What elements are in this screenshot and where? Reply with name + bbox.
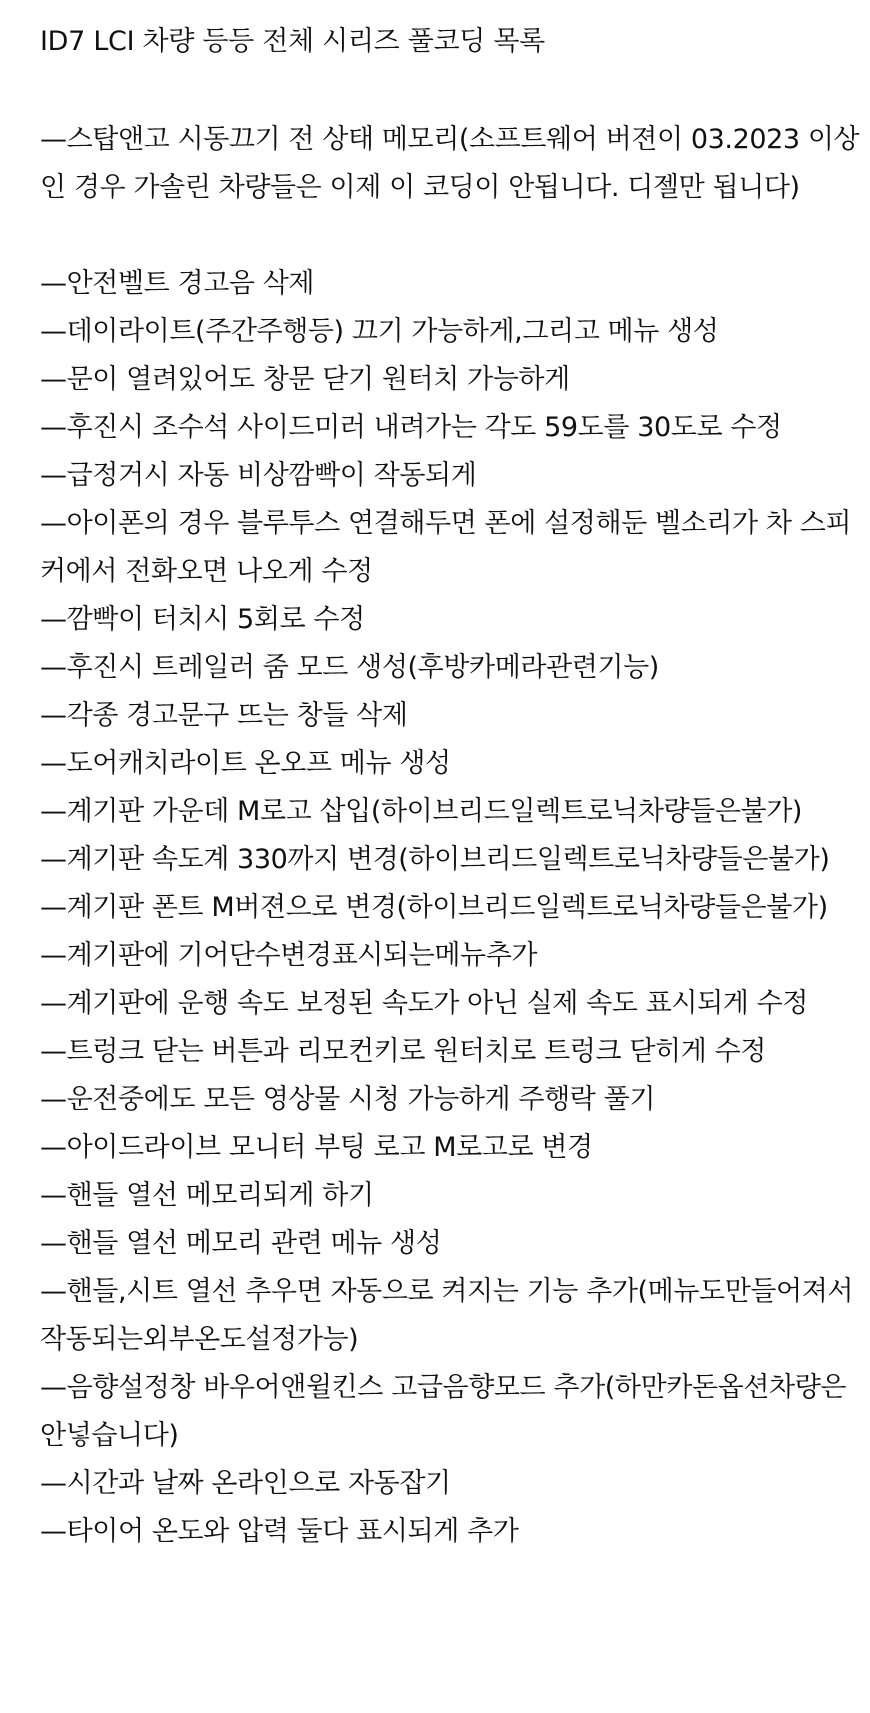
list-item: —후진시 조수석 사이드미러 내려가는 각도 59도를 30도로 수정 (40, 412, 782, 443)
list-item: —타이어 온도와 압력 둘다 표시되게 추가 (40, 1516, 519, 1547)
list-item: —깜빡이 터치시 5회로 수정 (40, 604, 365, 635)
list-item: —트렁크 닫는 버튼과 리모컨키로 원터치로 트렁크 닫히게 수정 (40, 1036, 766, 1067)
intro-paragraph: —스탑앤고 시동끄기 전 상태 메모리(소프트웨어 버젼이 03.2023 이상인 경우 가솔린 차량들은 이제 이 코딩이 안됩니다. 디젤만 됩니다) (40, 124, 860, 203)
list-item: —계기판 속도계 330까지 변경(하이브리드일렉트로닉차량들은불가) (40, 844, 830, 875)
list-item: —시간과 날짜 온라인으로 자동잡기 (40, 1468, 451, 1499)
list-item: —각종 경고문구 뜨는 창들 삭제 (40, 700, 408, 731)
list-item: —데이라이트(주간주행등) 끄기 가능하게,그리고 메뉴 생성 (40, 316, 719, 347)
list-item: —아이폰의 경우 블루투스 연결해두면 폰에 설정해둔 벨소리가 차 스피커에서 전화오면 나오게 수정 (40, 508, 852, 587)
list-item: —음향설정창 바우어앤윌킨스 고급음향모드 추가(하만카돈옵션차량은안넣습니다) (40, 1372, 847, 1451)
coding-feature-list (40, 260, 860, 1556)
list-item: —운전중에도 모든 영상물 시청 가능하게 주행락 풀기 (40, 1084, 656, 1115)
document-title: ID7 LCI 차량 등등 전체 시리즈 풀코딩 목록 (40, 26, 545, 57)
list-item: —핸들 열선 메모리 관련 메뉴 생성 (40, 1228, 442, 1259)
list-item: —계기판 가운데 M로고 삽입(하이브리드일렉트로닉차량들은불가) (40, 796, 803, 827)
list-item: —도어캐치라이트 온오프 메뉴 생성 (40, 748, 451, 779)
list-item: —계기판에 운행 속도 보정된 속도가 아닌 실제 속도 표시되게 수정 (40, 988, 808, 1019)
list-item: —문이 열려있어도 창문 닫기 원터치 가능하게 (40, 364, 570, 395)
list-item: —급정거시 자동 비상깜빡이 작동되게 (40, 460, 477, 491)
list-item: —안전벨트 경고음 삭제 (40, 268, 315, 299)
list-item: —계기판 폰트 M버젼으로 변경(하이브리드일렉트로닉차량들은불가) (40, 892, 828, 923)
list-item: —아이드라이브 모니터 부팅 로고 M로고로 변경 (40, 1132, 593, 1163)
list-item: —핸들,시트 열선 추우면 자동으로 켜지는 기능 추가(메뉴도만들어져서작동되는외부온도설정가능) (40, 1276, 854, 1355)
list-item: —후진시 트레일러 줌 모드 생성(후방카메라관련기능) (40, 652, 659, 683)
list-item: —핸들 열선 메모리되게 하기 (40, 1180, 374, 1211)
list-item: —계기판에 기어단수변경표시되는메뉴추가 (40, 940, 538, 971)
